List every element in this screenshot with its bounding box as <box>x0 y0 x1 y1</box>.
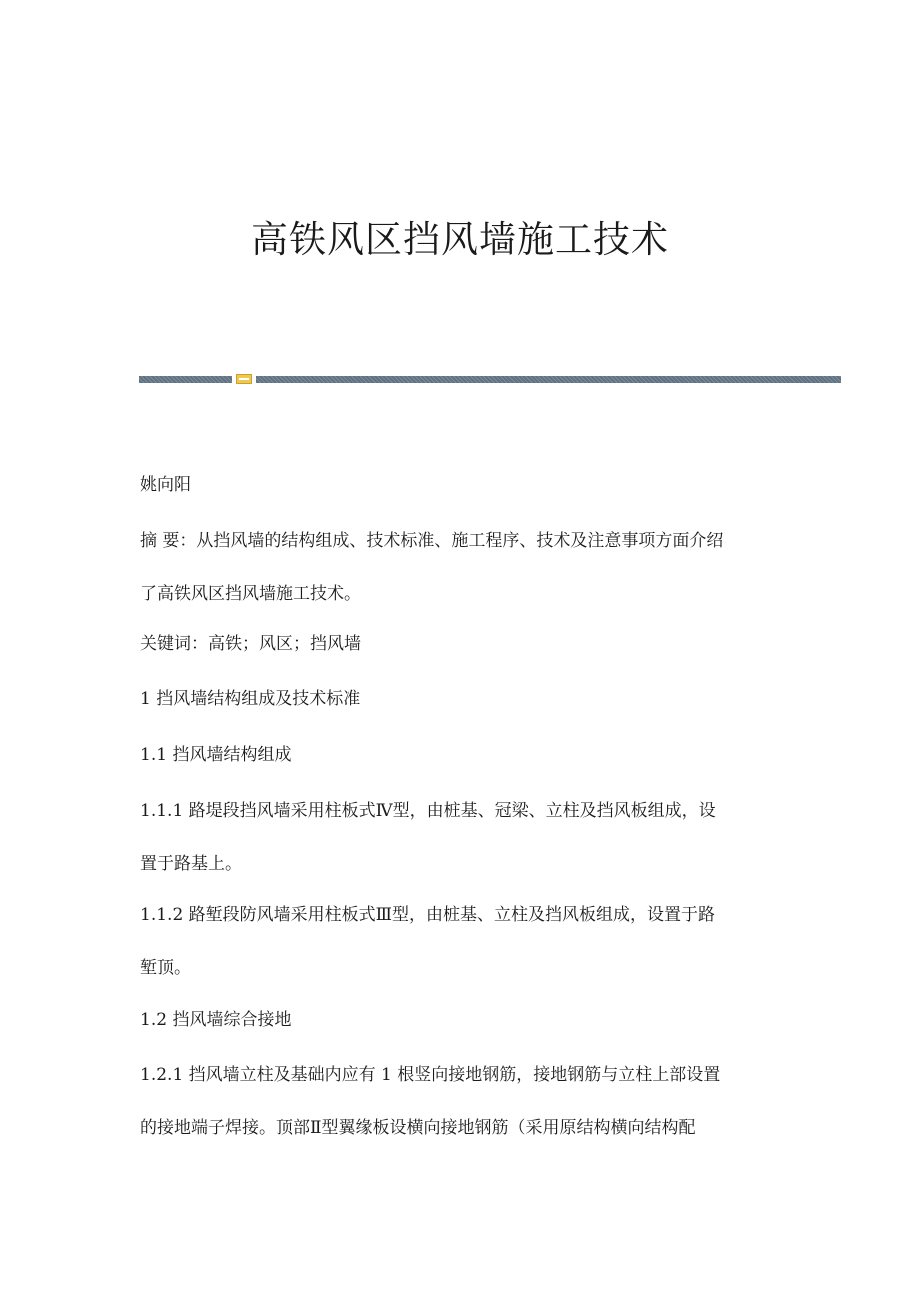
divider-ornament-icon <box>236 374 252 384</box>
document-title: 高铁风区挡风墙施工技术 <box>251 218 669 261</box>
abstract-paragraph <box>140 528 780 607</box>
section-heading-1-1: 1.1 挡风墙结构组成 <box>140 745 292 765</box>
paragraph-1-1-2-line-1: 1.1.2 路堑段防风墙采用柱板式Ⅲ型，由桩基、立柱及挡风板组成，设置于路 <box>140 905 716 925</box>
author-name: 姚向阳 <box>140 475 191 495</box>
paragraph-1-2-1-line-1: 1.2.1 挡风墙立柱及基础内应有 1 根竖向接地钢筋，接地钢筋与立柱上部设置 <box>140 1065 721 1085</box>
divider-bar-left <box>139 376 232 383</box>
section-heading-1: 1 挡风墙结构组成及技术标准 <box>140 689 361 709</box>
section-heading-1-2: 1.2 挡风墙综合接地 <box>140 1010 292 1030</box>
paragraph-1-1-1-line-2: 置于路基上。 <box>140 854 242 874</box>
divider-bar-right <box>256 376 841 383</box>
paragraph-1-1-2-line-2: 堑顶。 <box>140 958 191 978</box>
keywords-line: 关键词：高铁；风区；挡风墙 <box>140 634 361 654</box>
abstract-line-1: 摘 要：从挡风墙的结构组成、技术标准、施工程序、技术及注意事项方面介绍 <box>140 531 724 551</box>
paragraph-1-1-1-line-1: 1.1.1 路堤段挡风墙采用柱板式Ⅳ型，由桩基、冠梁、立柱及挡风板组成，设 <box>140 801 716 821</box>
paragraph-1-1-2 <box>140 902 780 981</box>
paragraph-1-1-1 <box>140 798 780 877</box>
paragraph-1-2-1 <box>140 1062 780 1141</box>
paragraph-1-2-1-line-2: 的接地端子焊接。顶部Ⅱ型翼缘板设横向接地钢筋（采用原结构横向结构配 <box>140 1118 696 1138</box>
abstract-line-2: 了高铁风区挡风墙施工技术。 <box>140 584 361 604</box>
title-divider <box>139 373 841 385</box>
